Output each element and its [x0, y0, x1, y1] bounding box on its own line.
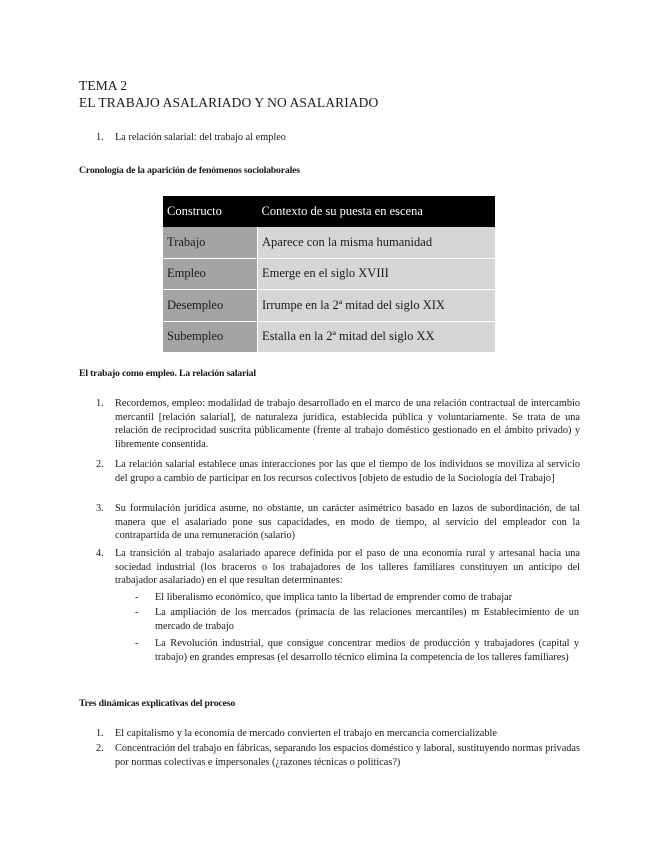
header-context: Contexto de su puesta en escena — [258, 196, 496, 227]
table-cell: Aparece con la misma humanidad — [258, 227, 496, 258]
list-number: 1. — [96, 132, 104, 143]
table-cell: Desempleo — [163, 290, 258, 322]
list-item — [96, 727, 580, 741]
intro-list-item — [96, 131, 580, 145]
list-text: Su formulación jurídica asume, no obstante, un carácter asimétrico basado en lazos de subordinación, de tal manera que el asalariado pone sus capacidades, en modo de tiempo, al servicio del empleador con la contrapartida de una remuneración (salario) — [115, 503, 580, 542]
list-number: 3. — [96, 503, 104, 514]
table-cell: Estalla en la 2ª mitad del siglo XX — [258, 321, 496, 353]
list-number: 2. — [96, 743, 104, 754]
list-text: Concentración del trabajo en fábricas, separando los espacios doméstico y laboral, sustituyendo normas privadas por normas colectivas e impersonales (¿razones técnicas o políticas?) — [115, 743, 580, 768]
list-number: 4. — [96, 548, 104, 559]
page-title: EL TRABAJO ASALARIADO Y NO ASALARIADO — [79, 95, 379, 110]
topic-number: TEMA 2 — [79, 78, 128, 93]
list-number: 1. — [96, 728, 104, 739]
table-row — [163, 321, 495, 353]
dash-bullet: - — [135, 607, 139, 618]
list-item — [96, 547, 580, 588]
heading-dynamics: Tres dinámicas explicativas del proceso — [79, 698, 236, 709]
table-cell: Emerge en el siglo XVIII — [258, 258, 496, 290]
heading-chronology: Cronología de la aparición de fenómenos sociolaborales — [79, 165, 300, 176]
list-text: La relación salarial: del trabajo al empleo — [115, 132, 286, 143]
list-number: 2. — [96, 459, 104, 470]
list-text: Recordemos, empleo: modalidad de trabajo desarrollado en el marco de una relación contractual de intercambio mercantil [relación salarial], de naturaleza jurídica, establecida pública y voluntariamente. Se trata de una relación de reciprocidad suscrita públicamente (frente al trabajo doméstico gestionado en el ámbito privado) y libremente consentida. — [115, 398, 580, 450]
list-text: El capitalismo y la economía de mercado convierten el trabajo en mercancía comercializable — [115, 728, 497, 739]
heading-salary-relation: El trabajo como empleo. La relación salarial — [79, 368, 256, 379]
table-cell: Trabajo — [163, 227, 258, 258]
sub-list-item — [135, 606, 579, 633]
list-item — [96, 397, 580, 451]
table-cell: Subempleo — [163, 321, 258, 353]
table-cell: Irrumpe en la 2ª mitad del siglo XIX — [258, 290, 496, 322]
sub-list-item — [135, 637, 579, 664]
header-construct: Constructo — [163, 196, 258, 227]
table-header-row — [163, 196, 495, 227]
list-number: 1. — [96, 398, 104, 409]
chronology-table — [163, 196, 495, 353]
table-cell: Empleo — [163, 258, 258, 290]
list-item — [96, 742, 580, 769]
list-text: El liberalismo económico, que implica tanto la libertad de emprender como de trabajar — [155, 592, 513, 603]
list-text: La Revolución industrial, que consigue concentrar medios de producción y trabajadores (capital y trabajo) en grandes empresas (el desarrollo técnico elimina la competencia de los talleres familiares) — [155, 638, 579, 663]
table-row — [163, 227, 495, 258]
list-item — [96, 458, 580, 485]
table-row — [163, 258, 495, 290]
dash-bullet: - — [135, 638, 139, 649]
list-text: La ampliación de los mercados (primacía de las relaciones mercantiles) m Establecimiento de un mercado de trabajo — [155, 607, 579, 632]
list-item — [96, 502, 580, 543]
list-text: La relación salarial establece unas interacciones por las que el tiempo de los individuos se moviliza al servicio del grupo a cambio de participar en los recursos colectivos [objeto de estudio de la Sociología del Trabajo] — [115, 459, 580, 484]
sub-list-item — [135, 591, 579, 605]
table-row — [163, 290, 495, 322]
dash-bullet: - — [135, 592, 139, 603]
list-text: La transición al trabajo asalariado aparece definida por el paso de una economía rural y artesanal hacia una sociedad industrial (los braceros o los trabajadores de los talleres familiares constituyen un anticipo del trabajador asalariado) en el que resultan determinantes: — [115, 548, 580, 587]
